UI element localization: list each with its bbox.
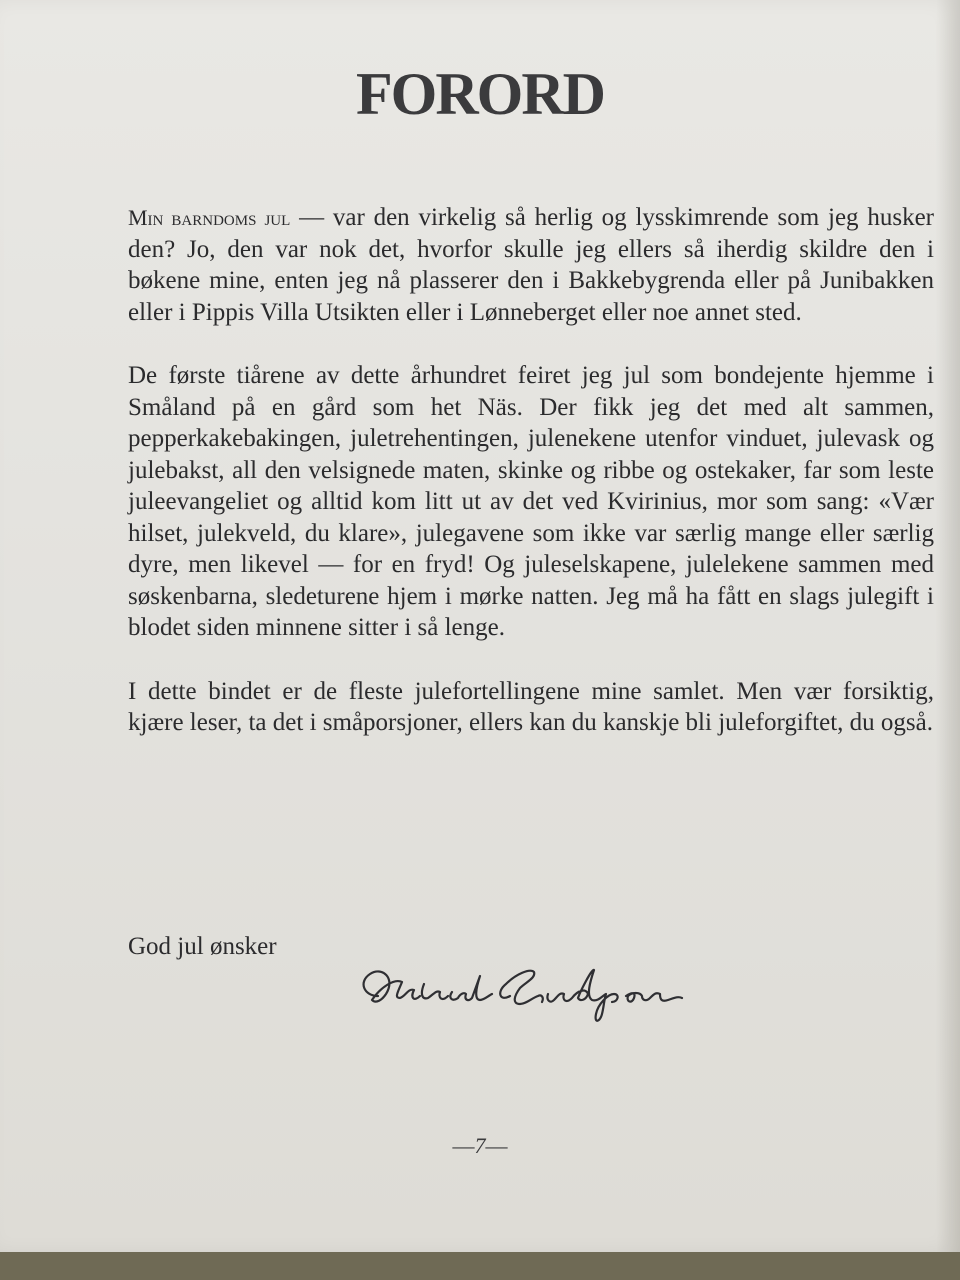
closing-greeting: God jul ønsker	[128, 933, 277, 960]
page-number-dash-left: —	[452, 1133, 475, 1158]
page-number	[0, 1133, 960, 1159]
page-number-dash-right: —	[485, 1133, 508, 1158]
paragraph-1	[128, 202, 934, 328]
paragraph-3: I dette bindet er de fleste julefortellingene mine samlet. Men vær forsiktig, kjære leser, ta det i småporsjoner, ellers kan du kanskje bli juleforgiftet, du også.	[128, 677, 934, 736]
handwritten-signature	[350, 948, 700, 1028]
page-number-value: 7	[474, 1133, 486, 1158]
paragraph-1-lead: Min barndoms jul	[128, 205, 291, 230]
paragraph-1-text: — var den virkelig så herlig og lysskimrende som jeg husker den? Jo, den var nok det, hvorfor skulle jeg ellers så iherdig skildre den i bøkene mine, enten jeg nå plasserer den i Bakkebygrenda eller på Junibakken eller i Pippis Villa Utsikten eller i Lønneberget eller noe annet sted.	[128, 204, 934, 326]
page-title: FORORD	[356, 61, 604, 127]
foreword-body	[128, 202, 934, 771]
paragraph-2: De første tiårene av dette århundret feiret jeg jul som bondejente hjemme i Småland på en gård som het Näs. Der fikk jeg det med alt sammen, pepperkakebakingen, juletrehentingen, julenekene utenfor vinduet, julevask og julebakst, all den velsignede maten, skinke og ribbe og ostekaker, far som leste juleevangeliet og alltid kom litt ut av det ved Kvirinius, mor som sang: «Vær hilset, julekveld, du klare», julegavene som ikke var særlig mange eller særlig dyre, men likevel — for en fryd! Og juleselskapene, julelekene sammen med søskenbarna, sledeturene hjem i mørke natten. Jeg må ha fått en slags julegift i blodet siden minnene sitter i så lenge.	[128, 362, 934, 641]
